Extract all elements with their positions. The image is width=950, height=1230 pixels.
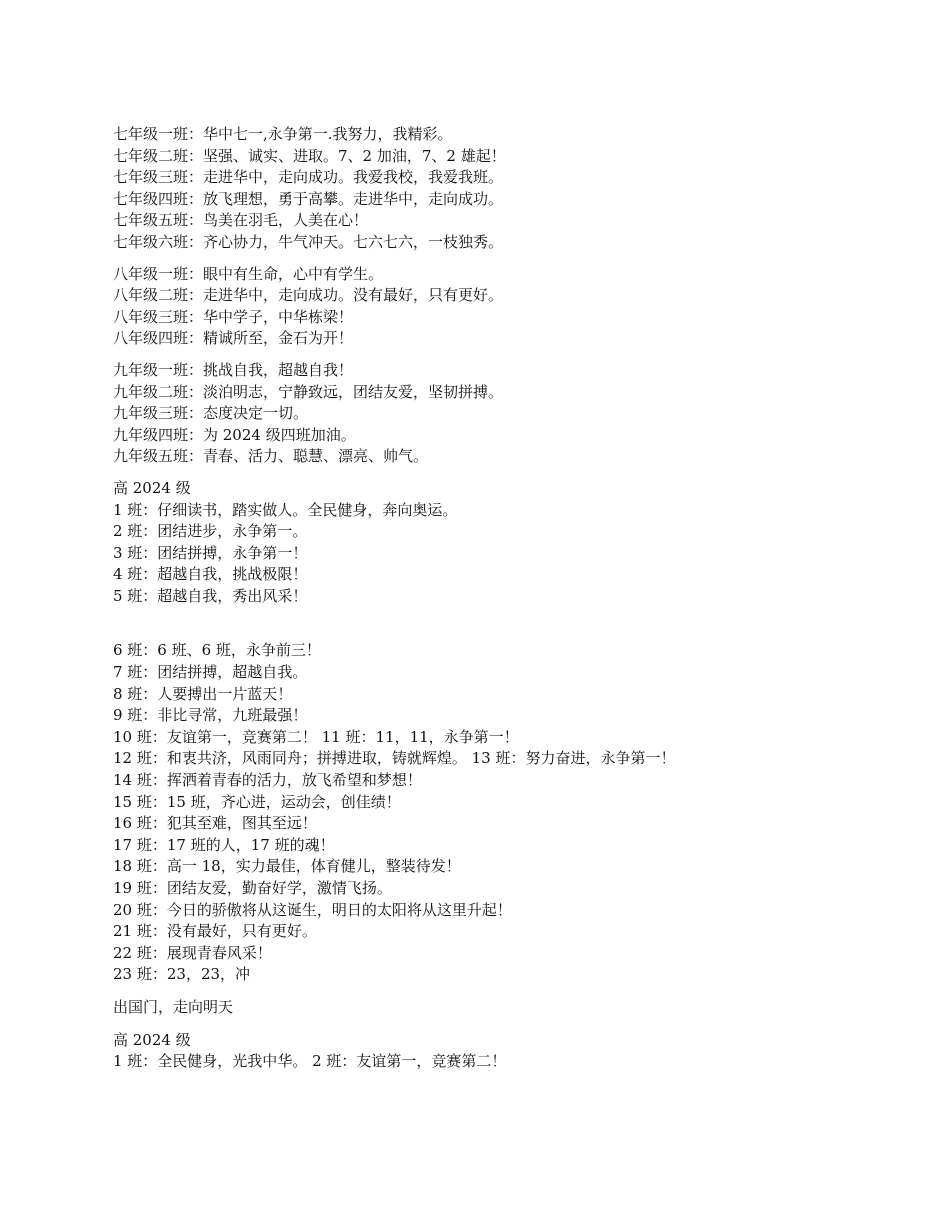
slogan-line: 7 班：团结拼搏，超越自我。 (113, 663, 308, 682)
slogan-line: 20 班：今日的骄傲将从这诞生，明日的太阳将从这里升起！ (113, 900, 512, 919)
slogan-line: 七年级一班：华中七一,永争第一.我努力，我精彩。 (113, 125, 453, 143)
slogan-line: 2 班：团结进步，永争第一。 (113, 522, 308, 541)
slogan-line: 九年级二班：淡泊明志，宁静致远，团结友爱，坚韧拼搏。 (113, 382, 504, 401)
slogan-line: 18 班：高一 18，实力最佳，体育健儿，整装待发！ (113, 857, 461, 876)
senior-section-c (113, 1030, 913, 1073)
slogan-line: 1 班：仔细读书，踏实做人。全民健身，奔向奥运。 (113, 500, 458, 519)
standalone-line: 出国门，走向明天 (113, 997, 234, 1016)
slogan-line: 八年级三班：华中学子，中华栋梁！ (113, 307, 354, 326)
slogan-line: 15 班：15 班，齐心进，运动会，创佳绩！ (113, 792, 401, 811)
slogan-line: 19 班：团结友爱，勤奋好学，激情飞扬。 (113, 879, 392, 897)
slogan-line: 12 班：和衷共济，风雨同舟；拼搏进取，铸就辉煌。 13 班：努力奋进，永争第一！ (113, 749, 676, 768)
grade7-section (113, 124, 913, 254)
document-page (113, 124, 913, 1073)
slogan-line: 6 班：6 班、6 班，永争前三！ (113, 641, 321, 660)
senior-section-b (113, 640, 913, 986)
slogan-line: 八年级二班：走进华中，走向成功。没有最好，只有更好。 (113, 286, 504, 305)
slogan-line: 七年级三班：走进华中，走向成功。我爱我校，我爱我班。 (113, 168, 504, 187)
grade9-section (113, 360, 913, 468)
slogan-line: 23 班：23，23，冲 (113, 965, 251, 984)
slogan-line: 8 班：人要搏出一片蓝天！ (113, 684, 293, 703)
senior-section-a (113, 478, 913, 608)
grade8-section (113, 264, 913, 350)
slogan-line: 9 班：非比寻常，九班最强！ (113, 706, 308, 725)
slogan-line: 七年级二班：坚强、诚实、进取。7、2 加油，7、2 雄起！ (113, 146, 506, 165)
slogan-line: 七年级六班：齐心协力，牛气冲天。七六七六，一枝独秀。 (113, 232, 504, 251)
slogan-line: 1 班：全民健身，光我中华。 2 班：友谊第一，竞赛第二！ (113, 1052, 507, 1071)
slogan-line: 4 班：超越自我，挑战极限！ (113, 565, 308, 584)
slogan-line: 5 班：超越自我，秀出风采！ (113, 586, 308, 605)
slogan-line: 八年级一班：眼中有生命，心中有学生。 (113, 264, 384, 283)
section-heading: 高 2024 级 (113, 478, 191, 497)
slogan-line: 七年级五班：鸟美在羽毛，人美在心！ (113, 211, 369, 230)
section-heading: 高 2024 级 (113, 1030, 191, 1049)
slogan-line: 九年级三班：态度决定一切。 (113, 404, 309, 423)
slogan-line: 九年级一班：挑战自我，超越自我！ (113, 360, 354, 379)
slogan-line: 3 班：团结拼搏，永争第一！ (113, 543, 308, 562)
slogan-line: 21 班：没有最好，只有更好。 (113, 922, 317, 941)
slogan-line: 10 班：友谊第一，竞赛第二！ 11 班：11，11，永争第一！ (113, 727, 519, 746)
slogan-line: 16 班：犯其至难，图其至远！ (113, 814, 317, 833)
slogan-line: 22 班：展现青春风采！ (113, 943, 272, 962)
slogan-line: 14 班：挥洒着青春的活力，放飞希望和梦想！ (113, 771, 422, 790)
slogan-line: 九年级四班：为 2024 级四班加油。 (113, 425, 356, 444)
slogan-line: 九年级五班：青春、活力、聪慧、漂亮、帅气。 (113, 447, 429, 466)
slogan-line: 八年级四班：精诚所至，金石为开！ (113, 329, 354, 348)
slogan-line: 七年级四班：放飞理想，勇于高攀。走进华中，走向成功。 (113, 189, 504, 208)
slogan-line: 17 班：17 班的人，17 班的魂！ (113, 835, 335, 854)
